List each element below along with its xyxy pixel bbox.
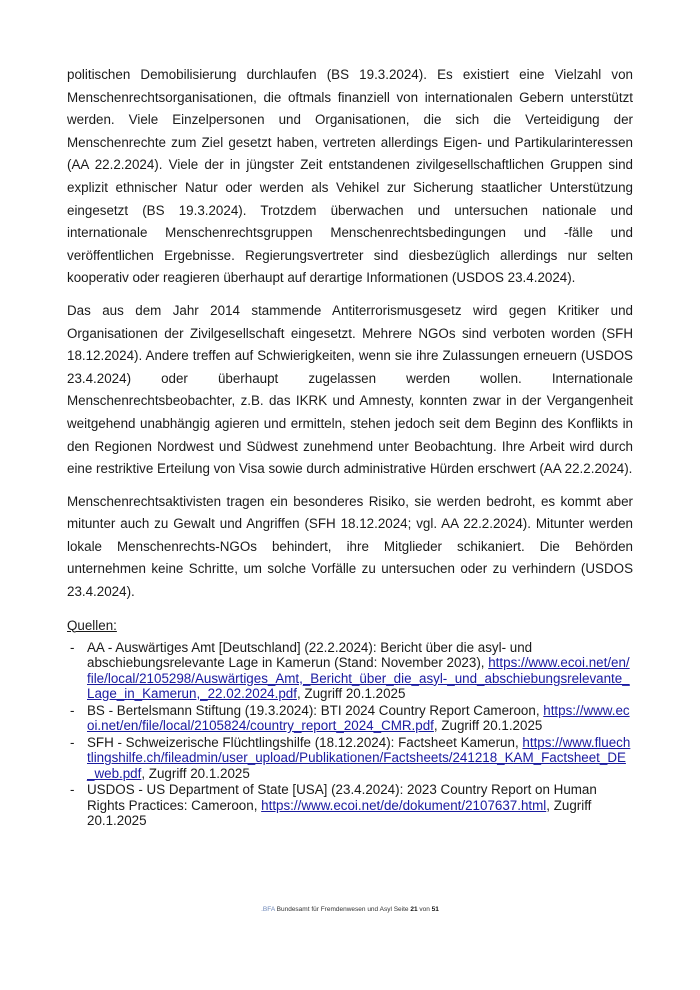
- source-text: SFH - Schweizerische Flüchtlingshilfe (18.12.2024): Factsheet Kamerun,: [87, 734, 523, 750]
- bfa-logo-text: .BFA: [261, 906, 275, 913]
- source-access-date: , Zugriff 20.1.2025: [296, 686, 406, 702]
- body-paragraph-3: Menschenrechtsaktivisten tragen ein besonderes Risiko, sie werden bedroht, es kommt aber mitunter auch zu Gewalt und Angriffen (SFH 18.12.2024; vgl. AA 22.2.2024). Mitunter werden lokale Menschenrechts-NGOs behindert, ihre Mitglieder schikaniert. Die Behörden unternehmen keine Schritte, um solche Vorfälle zu untersuchen oder zu verhindern (USDOS 23.4.2024).: [67, 493, 633, 600]
- sources-list: [67, 640, 633, 829]
- list-dash: -: [70, 782, 75, 798]
- source-link-aa[interactable]: https://www.ecoi.net/en/file/local/2105298/Auswärtiges_Amt,_Bericht_über_die_asyl-_und_abschiebungsrelevante_Lage_in_Kamerun,_22.02.2024.pdf: [87, 655, 630, 702]
- source-link-usdos[interactable]: https://www.ecoi.net/de/dokument/2107637.html: [261, 797, 547, 813]
- source-text: BS - Bertelsmann Stiftung (19.3.2024): BTI 2024 Country Report Cameroon,: [87, 702, 544, 718]
- source-text: USDOS - US Department of State [USA] (23.4.2024): 2023 Country Report on Human Rights Practices: Cameroon,: [87, 782, 597, 813]
- source-item-sfh: [67, 735, 633, 782]
- source-text: AA - Auswärtiges Amt [Deutschland] (22.2.2024): Bericht über die asyl- und abschiebungsrelevante Lage in Kamerun (Stand: November 2023),: [87, 639, 533, 671]
- source-access-date: , Zugriff 20.1.2025: [141, 765, 250, 781]
- page-total: 51: [431, 906, 439, 913]
- page-number: 21: [410, 906, 418, 913]
- source-link-bs[interactable]: https://www.ecoi.net/en/file/local/2105824/country_report_2024_CMR.pdf: [87, 702, 630, 734]
- source-item-usdos: [67, 782, 633, 829]
- source-link-sfh[interactable]: https://www.fluechtlingshilfe.ch/fileadmin/user_upload/Publikationen/Factsheets/241218_KAM_Factsheet_DE_web.pdf: [87, 734, 631, 781]
- list-dash: -: [70, 734, 75, 750]
- source-item-bs: [67, 703, 633, 734]
- document-page: [67, 64, 633, 830]
- page-footer: [0, 906, 700, 913]
- list-dash: -: [70, 639, 75, 655]
- source-item-aa: [67, 640, 633, 702]
- sources-heading: Quellen:: [67, 617, 117, 633]
- footer-org: Bundesamt für Fremdenwesen und Asyl Seite: [274, 906, 411, 913]
- footer-of: von: [417, 906, 432, 913]
- list-dash: -: [70, 702, 75, 718]
- body-paragraph-1: politischen Demobilisierung durchlaufen (BS 19.3.2024). Es existiert eine Vielzahl von Menschenrechtsorganisationen, die oftmals finanziell von internationalen Gebern unterstützt werden. Viele Einzelpersonen und Organisationen, die sich die Verteidigung der Menschenrechte zum Ziel gesetzt haben, vertreten allerdings Eigen- und Partikularinteressen (AA 22.2.2024). Viele der in jüngster Zeit entstandenen zivilgesellschaftlichen Gruppen sind explizit ethnischer Natur oder werden als Vehikel zur Sicherung staatlicher Unterstützung eingesetzt (BS 19.3.2024). Trotzdem überwachen und untersuchen nationale und internationale Menschenrechtsgruppen Menschenrechtsbedingungen und -fälle und veröffentlichen Ergebnisse. Regierungsvertreter sind diesbezüglich allerdings nur selten kooperativ oder reagieren überhaupt auf derartige Informationen (USDOS 23.4.2024).: [67, 67, 633, 286]
- source-access-date: , Zugriff 20.1.2025: [433, 718, 543, 734]
- body-paragraph-2: Das aus dem Jahr 2014 stammende Antiterrorismusgesetz wird gegen Kritiker und Organisationen der Zivilgesellschaft eingesetzt. Mehrere NGOs sind verboten worden (SFH 18.12.2024). Andere treffen auf Schwierigkeiten, wenn sie ihre Zulassungen erneuern (USDOS 23.4.2024) oder überhaupt zugelassen werden wollen. Internationale Menschenrechtsbeobachter, z.B. das IKRK und Amnesty, konnten zwar in der Vergangenheit weitgehend unabhängig agieren und ermitteln, stehen jedoch seit dem Beginn des Konflikts in den Regionen Nordwest und Südwest zunehmend unter Beobachtung. Ihre Arbeit wird durch eine restriktive Erteilung von Visa sowie durch administrative Hürden erschwert (AA 22.2.2024).: [67, 302, 633, 477]
- source-access-date: , Zugriff 20.1.2025: [87, 797, 592, 829]
